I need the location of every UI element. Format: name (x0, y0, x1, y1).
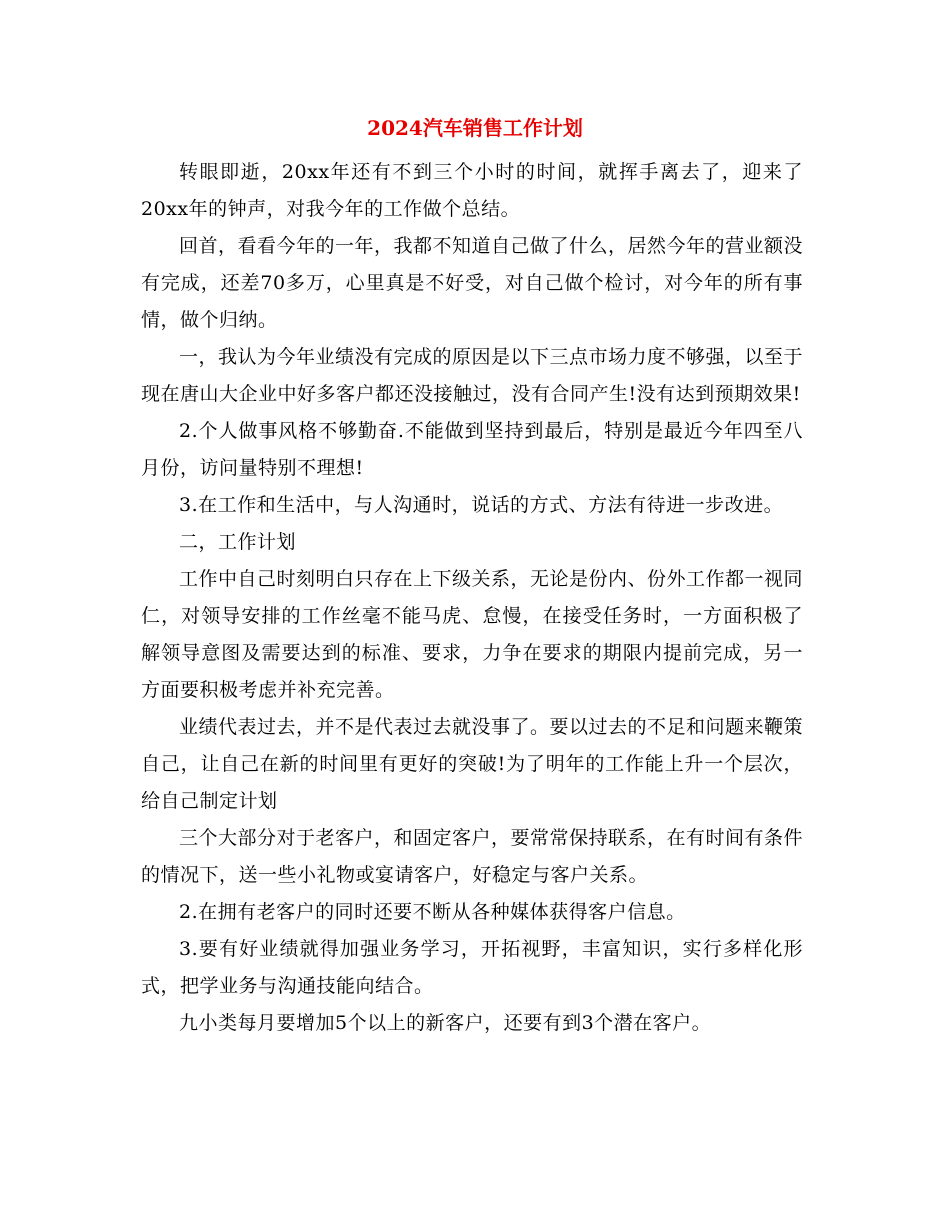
document-title: 2024汽车销售工作计划 (367, 116, 583, 140)
paragraph-1: 转眼即逝，20xx年还有不到三个小时的时间，就挥手离去了，迎来了20xx年的钟声，对我今年的工作做个总结。 (141, 161, 803, 220)
paragraph-2: 回首，看看今年的一年，我都不知道自己做了什么，居然今年的营业额没有完成，还差70多万，心里真是不好受，对自己做个检讨，对今年的所有事情，做个归纳。 (141, 235, 804, 331)
document-body (141, 154, 803, 1042)
section-heading-work-plan: 二，工作计划 (179, 531, 297, 553)
paragraph-10: 2.在拥有老客户的同时还要不断从各种媒体获得客户信息。 (179, 901, 686, 923)
paragraph-7: 工作中自己时刻明白只存在上下级关系，无论是份内、份外工作都一视同仁，对领导安排的工作丝毫不能马虎、怠慢，在接受任务时，一方面积极了解领导意图及需要达到的标准、要求，力争在要求的期限内提前完成，另一方面要积极考虑并补充完善。 (141, 568, 804, 701)
paragraph-8: 业绩代表过去，并不是代表过去就没事了。要以过去的不足和问题来鞭策自己，让自己在新的时间里有更好的突破!为了明年的工作能上升一个层次，给自己制定计划 (141, 716, 804, 812)
paragraph-11: 3.要有好业绩就得加强业务学习，开拓视野，丰富知识，实行多样化形式，把学业务与沟通技能向结合。 (141, 938, 803, 997)
paragraph-12: 九小类每月要增加5个以上的新客户，还要有到3个潜在客户。 (179, 1012, 712, 1034)
paragraph-4: 2.个人做事风格不够勤奋.不能做到坚持到最后，特别是最近今年四至八月份，访问量特别不理想! (141, 420, 803, 479)
paragraph-9: 三个大部分对于老客户，和固定客户，要常常保持联系，在有时间有条件的情况下，送一些小礼物或宴请客户，好稳定与客户关系。 (141, 827, 804, 886)
paragraph-5: 3.在工作和生活中，与人沟通时，说话的方式、方法有待进一步改进。 (179, 494, 784, 516)
paragraph-3: 一，我认为今年业绩没有完成的原因是以下三点市场力度不够强，以至于现在唐山大企业中好多客户都还没接触过，没有合同产生!没有达到预期效果! (141, 346, 804, 405)
